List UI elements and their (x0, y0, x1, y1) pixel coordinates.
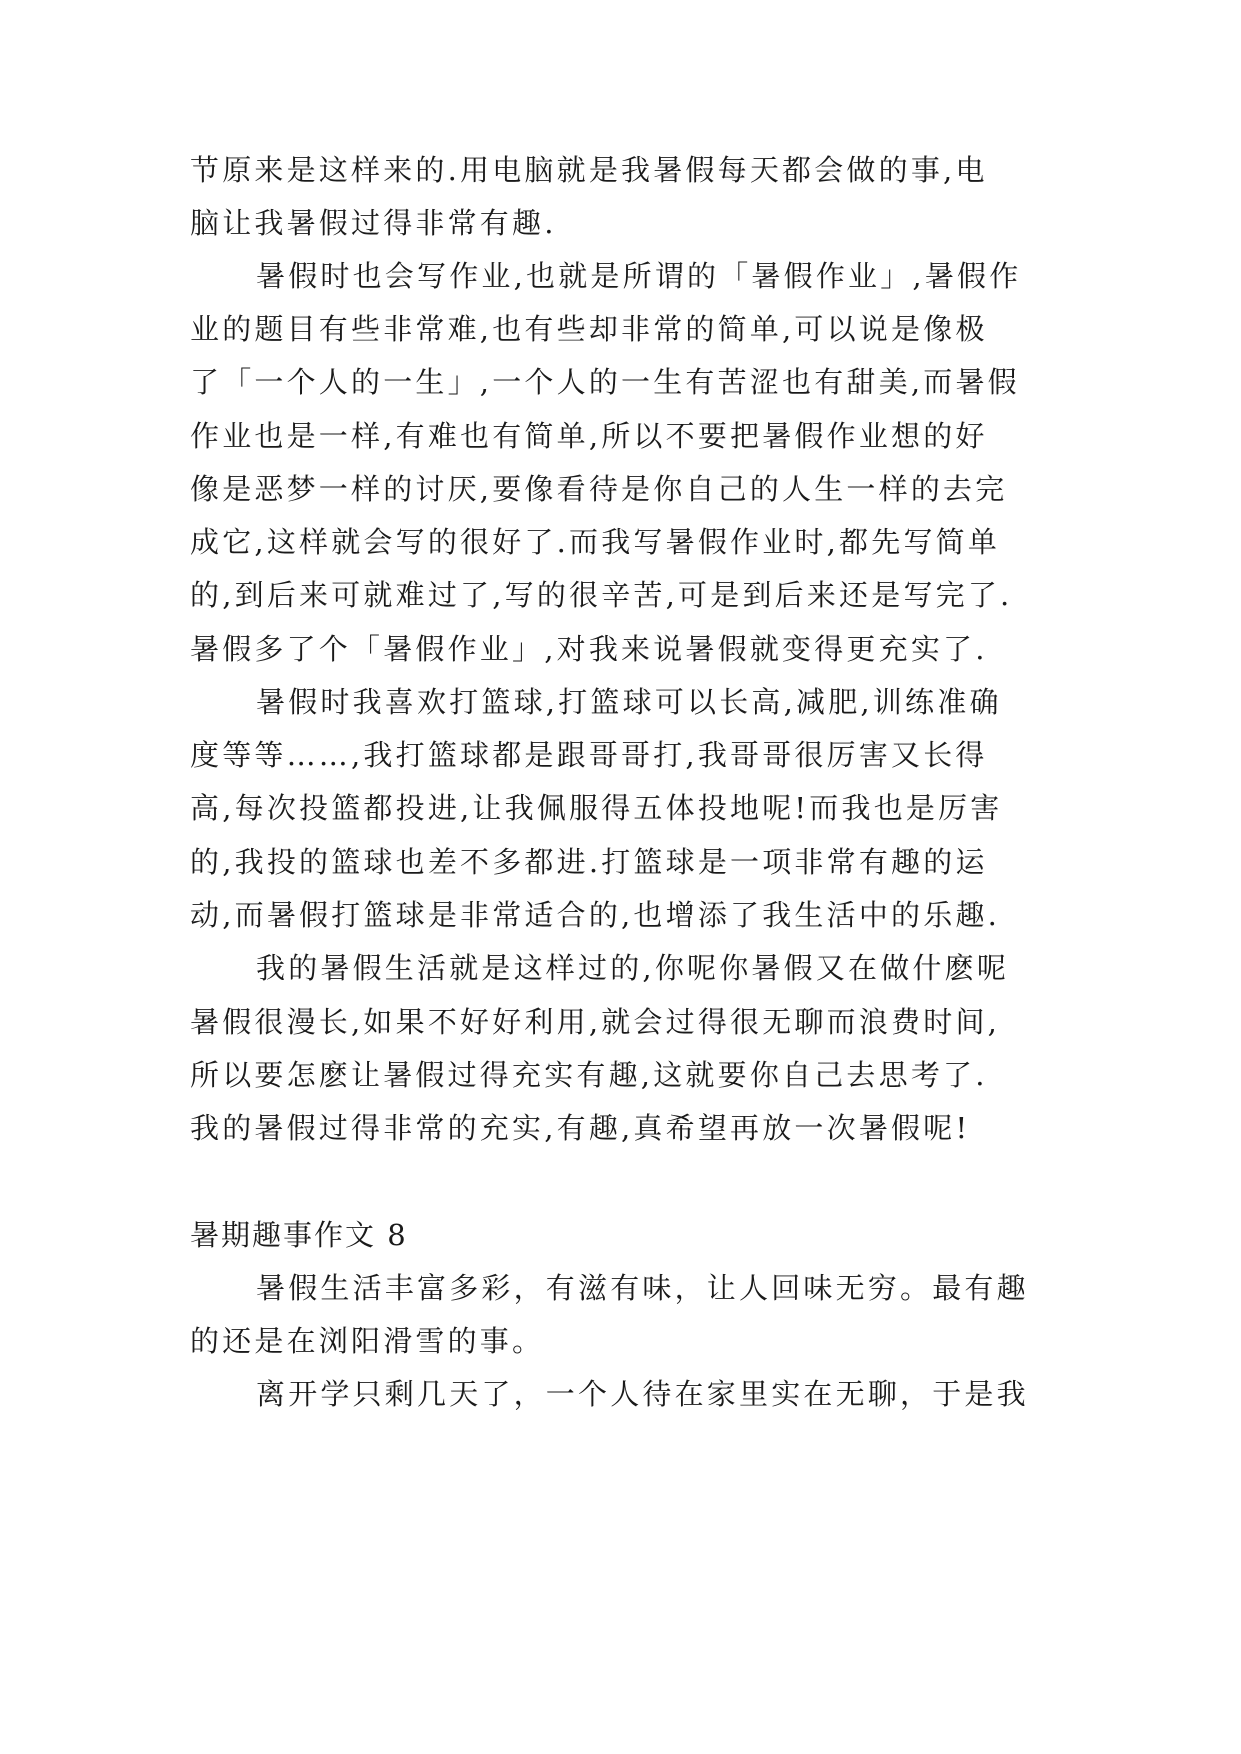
text-line: 的,到后来可就难过了,写的很辛苦,可是到后来还是写完了. (190, 578, 1013, 612)
section-heading: 暑期趣事作文 8 (190, 1218, 408, 1252)
text-line: 所以要怎麽让暑假过得充实有趣,这就要你自己去思考了. (190, 1058, 988, 1092)
paragraph-start-line: 暑假生活丰富多彩，有滋有味，让人回味无穷。最有趣 (256, 1271, 1029, 1305)
text-line: 我的暑假过得非常的充实,有趣,真希望再放一次暑假呢! (190, 1111, 971, 1145)
text-line: 节原来是这样来的.用电脑就是我暑假每天都会做的事,电 (190, 153, 988, 187)
text-line: 作业也是一样,有难也有简单,所以不要把暑假作业想的好 (190, 419, 988, 453)
paragraph-start-line: 离开学只剩几天了，一个人待在家里实在无聊，于是我 (256, 1377, 1029, 1411)
text-line: 的,我投的篮球也差不多都进.打篮球是一项非常有趣的运 (190, 845, 988, 879)
text-line: 像是恶梦一样的讨厌,要像看待是你自己的人生一样的去完 (190, 472, 1008, 506)
text-line: 度等等……,我打篮球都是跟哥哥打,我哥哥很厉害又长得 (190, 738, 988, 772)
text-line: 业的题目有些非常难,也有些却非常的简单,可以说是像极 (190, 312, 988, 346)
text-line: 脑让我暑假过得非常有趣. (190, 206, 557, 240)
paragraph-start-line: 暑假时也会写作业,也就是所谓的「暑假作业」,暑假作 (256, 259, 1022, 293)
text-line: 动,而暑假打篮球是非常适合的,也增添了我生活中的乐趣. (190, 898, 1001, 932)
text-line: 的还是在浏阳滑雪的事。 (190, 1324, 545, 1358)
text-line: 高,每次投篮都投进,让我佩服得五体投地呢!而我也是厉害 (190, 791, 1003, 825)
text-line: 暑假很漫长,如果不好好利用,就会过得很无聊而浪费时间, (190, 1005, 1001, 1039)
paragraph-start-line: 我的暑假生活就是这样过的,你呢你暑假又在做什麽呢 (256, 951, 1010, 985)
paragraph-start-line: 暑假时我喜欢打篮球,打篮球可以长高,减肥,训练准确 (256, 685, 1002, 719)
text-line: 成它,这样就会写的很好了.而我写暑假作业时,都先写简单 (190, 525, 1001, 559)
text-line: 暑假多了个「暑假作业」,对我来说暑假就变得更充实了. (190, 632, 988, 666)
text-line: 了「一个人的一生」,一个人的一生有苦涩也有甜美,而暑假 (190, 365, 1020, 399)
